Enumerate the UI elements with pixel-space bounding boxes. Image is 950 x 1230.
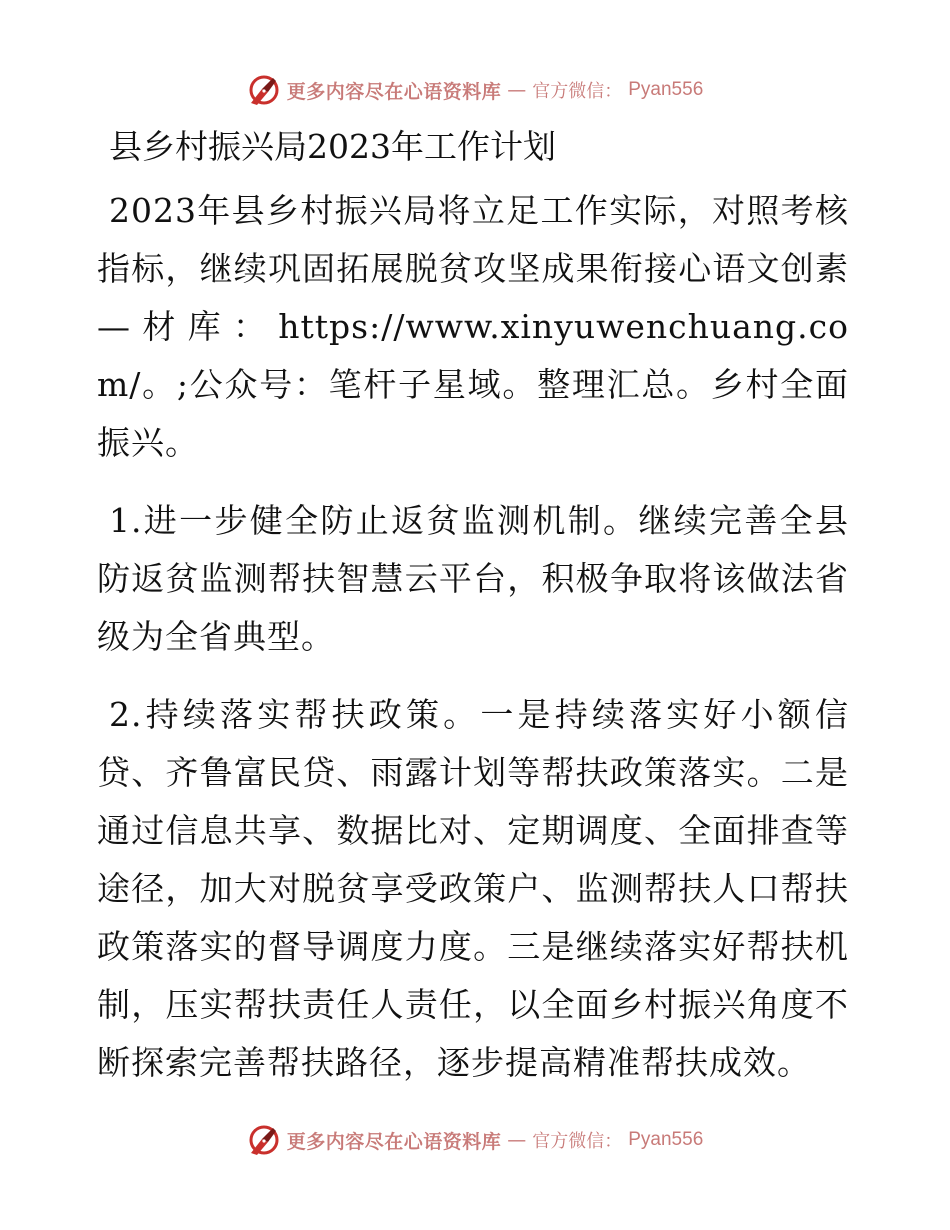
footer-watermark-banner: [0, 1120, 950, 1160]
watermark-text: 更多内容尽在心语资料库: [286, 1130, 502, 1153]
pen-nib-logo-icon: [247, 73, 281, 107]
document-body: [97, 118, 849, 1112]
header-watermark-banner: [0, 70, 950, 110]
watermark-separator: —: [507, 79, 527, 101]
watermark-text: 更多内容尽在心语资料库: [286, 80, 502, 103]
pen-nib-logo-icon: [247, 1123, 281, 1157]
watermark-wechat-label: 官方微信：: [532, 1131, 623, 1152]
watermark-wechat-label: 官方微信：: [532, 81, 623, 102]
paragraph-item-2: 2.持续落实帮扶政策。一是持续落实好小额信贷、齐鲁富民贷、雨露计划等帮扶政策落实。二是通过信息共享、数据比对、定期调度、全面排查等途径，加大对脱贫享受政策户、监测帮扶人口帮扶政策落实的督导调度力度。三是继续落实好帮扶机制，压实帮扶责任人责任，以全面乡村振兴角度不断探索完善帮扶路径，逐步提高精准帮扶成效。: [97, 695, 849, 1082]
watermark-wechat-id: Pyan556: [628, 79, 704, 100]
document-title: 县乡村振兴局2023年工作计划: [109, 127, 556, 166]
paragraph-intro: 2023年县乡村振兴局将立足工作实际，对照考核指标，继续巩固拓展脱贫攻坚成果衔接心语文创素—材库：https://www.xinyuwenchuang.com/。;公众号：笔杆子星域。整理汇总。乡村全面振兴。: [97, 191, 849, 462]
watermark-separator: —: [507, 1129, 527, 1151]
watermark-wechat-id: Pyan556: [628, 1129, 704, 1150]
paragraph-item-1: 1.进一步健全防止返贫监测机制。继续完善全县防返贫监测帮扶智慧云平台，积极争取将该做法省级为全省典型。: [97, 501, 849, 656]
